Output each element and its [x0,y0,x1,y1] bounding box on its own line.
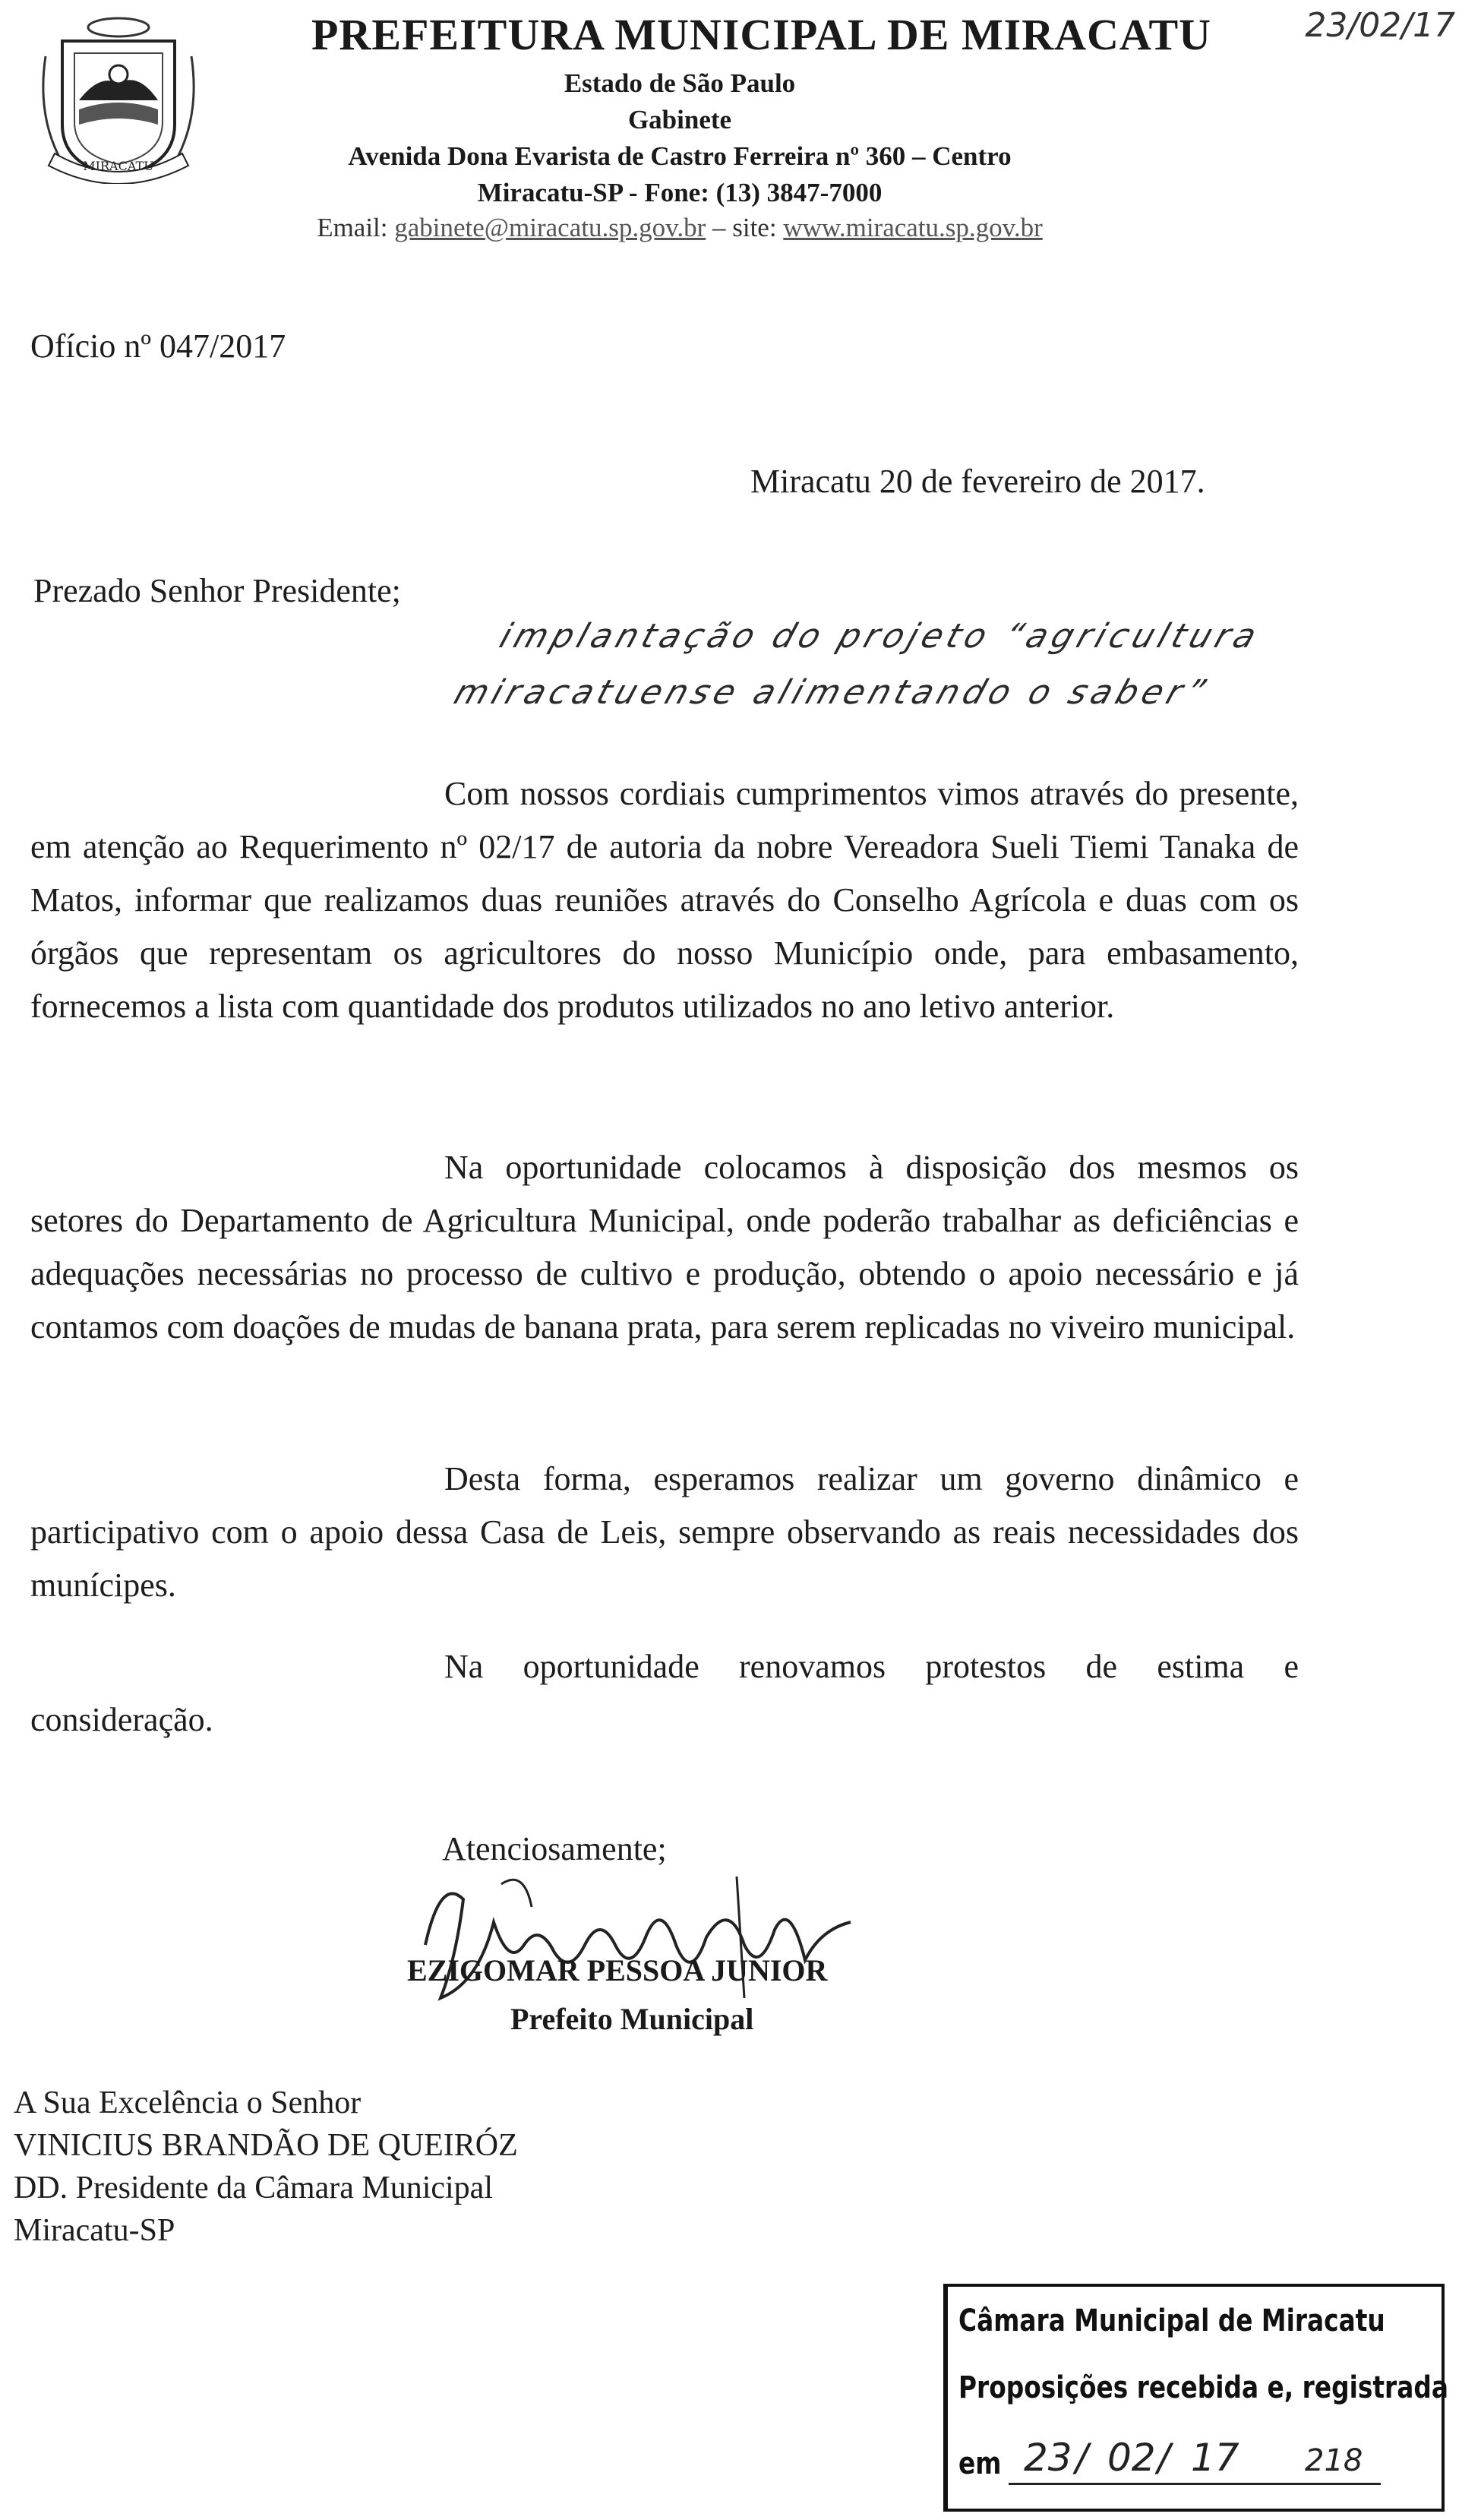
body-paragraph-2 [30,1141,1299,1354]
body-paragraph-1 [30,767,1299,1033]
email-link[interactable]: gabinete@miracatu.sp.gov.br [394,213,706,242]
office-line: Gabinete [627,105,732,134]
municipality-title: PREFEITURA MUNICIPAL DE MIRACATU [311,10,1212,59]
stamp-line-2: Proposições recebida e, registrada [958,2370,1448,2405]
oficio-number: Ofício nº 047/2017 [30,327,286,365]
stamp-year: 17 [1191,2436,1239,2480]
handwritten-note-line-1: implantação do projeto “agricultura [494,617,1266,656]
signer-title: Prefeito Municipal [510,2002,754,2036]
paragraph-text: Com nossos cordiais cumprimentos vimos através do presente, em atenção ao Requerimento nº 02/17 de autoria da nobre Vereadora Sueli Tiemi Tanaka de Matos, informar que realizamos duas reuniões através do Conselho Agrícola e duas com os órgãos que representam os agricultores do nosso Município onde, para embasamento, fornecemos a lista com quantidade dos produtos utilizados no ano letivo anterior. [30,775,1299,1025]
signer-name: EZIGOMAR PESSOA JUNIOR [407,1953,828,1987]
handwritten-received-date: 23/02/17 [1305,6,1455,45]
contact-line [0,213,1359,243]
stamp-date-underline [1009,2483,1381,2485]
address-line: Avenida Dona Evarista de Castro Ferreira nº 360 – Centro [348,141,1012,171]
site-link[interactable]: www.miracatu.sp.gov.br [783,213,1043,242]
stamp-month: 02 [1107,2436,1156,2480]
body-paragraph-3 [30,1453,1299,1612]
stamp-line-3-prefix: em [958,2446,1002,2481]
closing: Atenciosamente; [442,1830,667,1867]
recipient-line-3: DD. Presidente da Câmara Municipal [14,2171,493,2205]
stamp-slash-2: / [1157,2436,1170,2480]
recipient-line-2: VINICIUS BRANDÃO DE QUEIRÓZ [14,2128,518,2163]
handwritten-note-line-2: miracatuense alimentando o saber” [449,673,1214,712]
paragraph-text: Desta forma, esperamos realizar um governo dinâmico e participativo com o apoio dessa Casa de Leis, sempre observando as reais necessidades dos munícipes. [30,1460,1299,1604]
stamp-day: 23 [1024,2436,1072,2480]
recipient-line-1: A Sua Excelência o Senhor [14,2085,362,2120]
site-label: – site: [712,213,777,242]
paragraph-text: Na oportunidade colocamos à disposição dos mesmos os setores do Departamento de Agricultura Municipal, onde poderão trabalhar as deficiências e adequações necessárias no processo de cultivo e produção, obtendo o apoio necessário e já contamos com doações de mudas de banana prata, para serem replicadas no viveiro municipal. [30,1149,1299,1345]
salutation: Prezado Senhor Presidente; [33,572,401,609]
receipt-stamp [943,2284,1448,2512]
stamp-line-1: Câmara Municipal de Miracatu [958,2303,1385,2338]
city-phone-line: Miracatu-SP - Fone: (13) 3847-7000 [477,178,883,207]
letter-date: Miracatu 20 de fevereiro de 2017. [750,463,1205,500]
stamp-slash-1: / [1075,2436,1088,2480]
body-paragraph-4 [30,1640,1299,1747]
email-label: Email: [317,213,388,242]
seal-ribbon-text: MIRACATU [83,159,154,173]
paragraph-text: Na oportunidade renovamos protestos de estima e consideração. [30,1648,1299,1738]
state-line: Estado de São Paulo [564,68,796,98]
stamp-register-number: 218 [1305,2443,1363,2478]
recipient-line-4: Miracatu-SP [14,2213,175,2248]
handwritten-signature [410,1854,881,2021]
